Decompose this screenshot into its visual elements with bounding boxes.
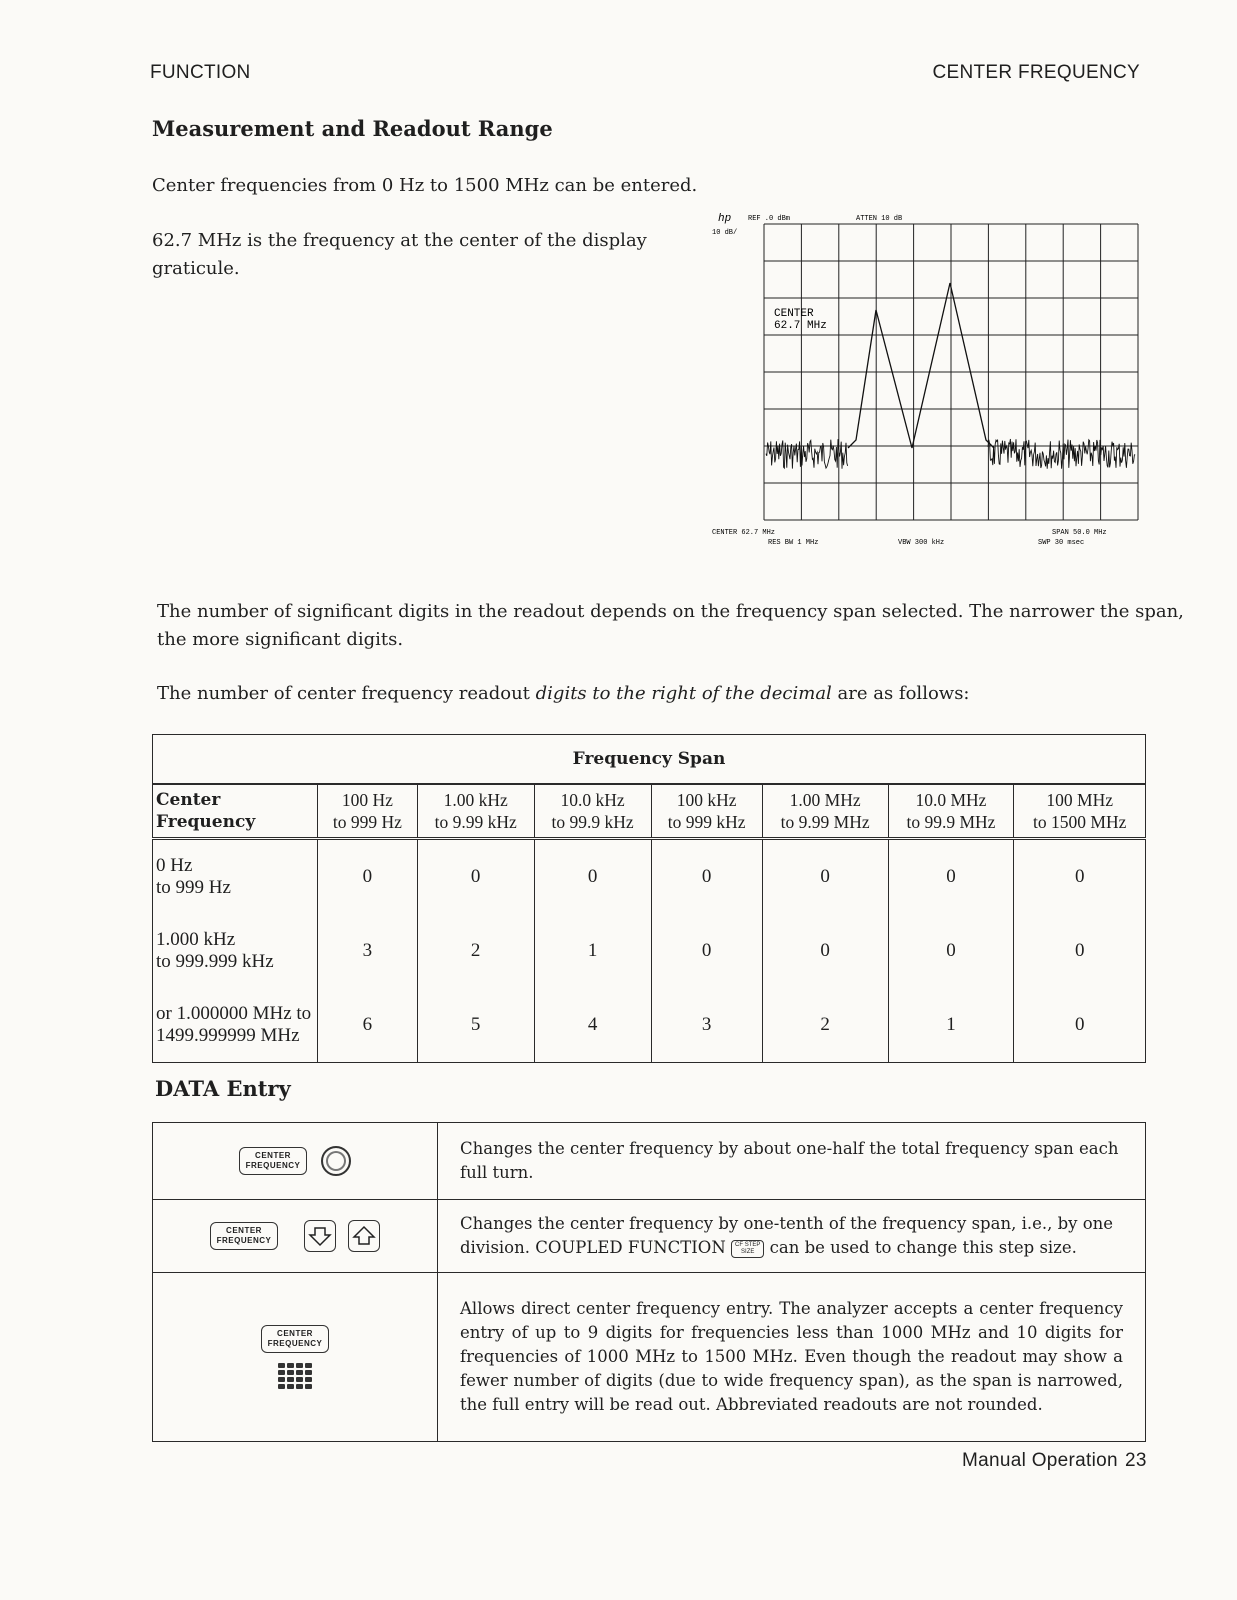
- header-center-frequency: CENTER FREQUENCY: [932, 62, 1140, 83]
- row-label-line: to 999.999 kHz: [156, 951, 274, 972]
- digit-cell: 0: [762, 914, 888, 988]
- header-line: 1.00 kHz: [443, 790, 508, 810]
- section-title-measurement: Measurement and Readout Range: [152, 116, 553, 141]
- digit-cell: 0: [651, 914, 762, 988]
- numeric-keypad-icon: [278, 1363, 312, 1389]
- digits-table: [152, 734, 1146, 1063]
- digit-cell: 1: [534, 914, 651, 988]
- key-label: FREQUENCY: [245, 1161, 301, 1170]
- frequency-span-title: Frequency Span: [153, 735, 1146, 785]
- center-frequency-key: [210, 1222, 279, 1250]
- cf-step-size-key: [731, 1240, 764, 1258]
- digit-cell: 3: [651, 988, 762, 1063]
- data-knob-icon: [321, 1146, 351, 1176]
- entry-description-keypad: Allows direct center frequency entry. The analyzer accepts a center frequency entry of up to 9 digits for frequencies less than 1000 MHz and 10 digits for frequencies of 1000 MHz to 1500 MHz. Even though the readout may show a fewer number of digits (due to wide frequency span), as the span is narrowed, the full entry will be read out. Abbreviated readouts are not rounded.: [438, 1273, 1146, 1442]
- table-row: [153, 839, 1146, 915]
- paragraph-line: 62.7 MHz is the frequency at the center of the display: [152, 230, 647, 251]
- header-line: Center: [156, 790, 221, 810]
- intro-italic: digits to the right of the decimal: [535, 683, 832, 704]
- table-row: [153, 988, 1146, 1063]
- center-frequency-key: [261, 1325, 330, 1353]
- graticule: [764, 224, 1138, 520]
- digit-cell: 0: [888, 839, 1014, 915]
- row-label-line: 1.000 kHz: [156, 929, 236, 950]
- paragraph-line: The number of significant digits in the readout depends on the frequency span selected. The narrower the span,: [157, 601, 1184, 622]
- row-label: [153, 914, 318, 988]
- bottom-sweep-readout: SWP 30 msec: [1038, 539, 1085, 547]
- paragraph-range: Center frequencies from 0 Hz to 1500 MHz can be entered.: [152, 175, 698, 196]
- digit-cell: 5: [417, 988, 534, 1063]
- key-label: FREQUENCY: [267, 1339, 323, 1348]
- bottom-span-readout: SPAN 50.0 MHz: [1052, 529, 1107, 537]
- header-line: 100 Hz: [341, 790, 393, 810]
- digit-cell: 0: [762, 839, 888, 915]
- row-label: [153, 988, 318, 1063]
- entry-row-keypad: [153, 1273, 1146, 1442]
- section-title-data-entry: DATA Entry: [155, 1076, 291, 1101]
- entry-keys-cell: [153, 1123, 438, 1200]
- header-line: to 99.9 kHz: [551, 812, 634, 832]
- hp-logo: hp: [718, 213, 732, 225]
- data-entry-table: [152, 1122, 1146, 1442]
- header-function: FUNCTION: [150, 62, 251, 83]
- key-label: CENTER: [277, 1329, 313, 1338]
- row-label-line: or 1.000000 MHz to: [156, 1003, 312, 1024]
- center-box-value: 62.7 MHz: [774, 320, 827, 332]
- analyzer-display: [708, 208, 1148, 553]
- bottom-vbw-readout: VBW 300 kHz: [898, 539, 945, 547]
- description-text: can be used to change this step size.: [769, 1238, 1077, 1257]
- digit-cell: 1: [888, 988, 1014, 1063]
- digit-cell: 0: [1014, 988, 1146, 1063]
- center-frequency-header: [153, 784, 318, 839]
- digit-cell: 4: [534, 988, 651, 1063]
- header-line: 10.0 kHz: [560, 790, 625, 810]
- span-column-header: [762, 784, 888, 839]
- header-line: 1.00 MHz: [789, 790, 861, 810]
- footer-label: Manual Operation: [962, 1450, 1118, 1471]
- digit-cell: 2: [417, 914, 534, 988]
- bottom-res-bw-readout: RES BW 1 MHz: [768, 539, 819, 547]
- entry-row-knob: [153, 1123, 1146, 1200]
- header-line: 100 MHz: [1046, 790, 1113, 810]
- paragraph-significant-digits: [157, 598, 1184, 654]
- header-line: to 9.99 kHz: [434, 812, 517, 832]
- signal-peak-trace: [848, 283, 994, 448]
- intro-text: The number of center frequency readout: [157, 683, 536, 704]
- span-column-header: [417, 784, 534, 839]
- entry-keys-cell: [153, 1273, 438, 1442]
- atten-readout: ATTEN 10 dB: [856, 215, 903, 223]
- key-label: CF STEP: [735, 1241, 761, 1248]
- digit-cell: 0: [651, 839, 762, 915]
- key-label: CENTER: [255, 1151, 291, 1160]
- span-column-header: [888, 784, 1014, 839]
- center-frequency-key: [239, 1147, 308, 1175]
- entry-description-knob: Changes the center frequency by about one-half the total frequency span each full turn.: [438, 1123, 1146, 1200]
- header-line: to 9.99 MHz: [780, 812, 870, 832]
- span-column-header: [318, 784, 418, 839]
- header-line: to 1500 MHz: [1033, 812, 1127, 832]
- paragraph-table-intro: [157, 680, 970, 708]
- center-annotation-box: [774, 308, 827, 332]
- step-up-key-icon: [348, 1220, 380, 1252]
- key-label: CENTER: [226, 1226, 262, 1235]
- paragraph-line: the more significant digits.: [157, 629, 404, 650]
- header-line: 10.0 MHz: [915, 790, 987, 810]
- digit-cell: 0: [1014, 839, 1146, 915]
- paragraph-line: graticule.: [152, 258, 240, 279]
- span-column-header: [651, 784, 762, 839]
- row-label-line: 0 Hz: [156, 855, 193, 876]
- digit-cell: 0: [888, 914, 1014, 988]
- intro-text: are as follows:: [831, 683, 970, 704]
- digit-cell: 0: [417, 839, 534, 915]
- header-line: 100 kHz: [676, 790, 737, 810]
- header-line: to 99.9 MHz: [906, 812, 996, 832]
- step-down-key-icon: [304, 1220, 336, 1252]
- digit-cell: 0: [534, 839, 651, 915]
- ref-level-readout: REF .0 dBm: [748, 215, 791, 223]
- bottom-center-readout: CENTER 62.7 MHz: [712, 529, 776, 537]
- span-column-header: [1014, 784, 1146, 839]
- entry-description-step: [438, 1200, 1146, 1273]
- entry-keys-cell: [153, 1200, 438, 1273]
- paragraph-center-display: [152, 227, 647, 283]
- digit-cell: 6: [318, 988, 418, 1063]
- span-column-header: [534, 784, 651, 839]
- header-line: Frequency: [156, 812, 256, 832]
- header-line: to 999 kHz: [667, 812, 746, 832]
- digit-cell: 2: [762, 988, 888, 1063]
- row-label: [153, 839, 318, 915]
- header-line: to 999 Hz: [332, 812, 402, 832]
- digit-cell: 3: [318, 914, 418, 988]
- entry-row-step-keys: [153, 1200, 1146, 1273]
- digit-cell: 0: [318, 839, 418, 915]
- row-label-line: 1499.999999 MHz: [156, 1025, 300, 1046]
- description-text: Changes the center frequency by one-tenth of the frequency span, i.e., by one division. COUPLED FUNCTION: [460, 1214, 1114, 1257]
- table-row: [153, 914, 1146, 988]
- page-number: 23: [1125, 1450, 1147, 1471]
- row-label-line: to 999 Hz: [156, 877, 231, 898]
- down-arrow-icon: [305, 1221, 335, 1251]
- center-box-label: CENTER: [774, 308, 814, 320]
- up-arrow-icon: [349, 1221, 379, 1251]
- key-label: FREQUENCY: [216, 1236, 272, 1245]
- digit-cell: 0: [1014, 914, 1146, 988]
- scale-readout: 10 dB/: [712, 229, 738, 237]
- key-label: SIZE: [741, 1248, 755, 1255]
